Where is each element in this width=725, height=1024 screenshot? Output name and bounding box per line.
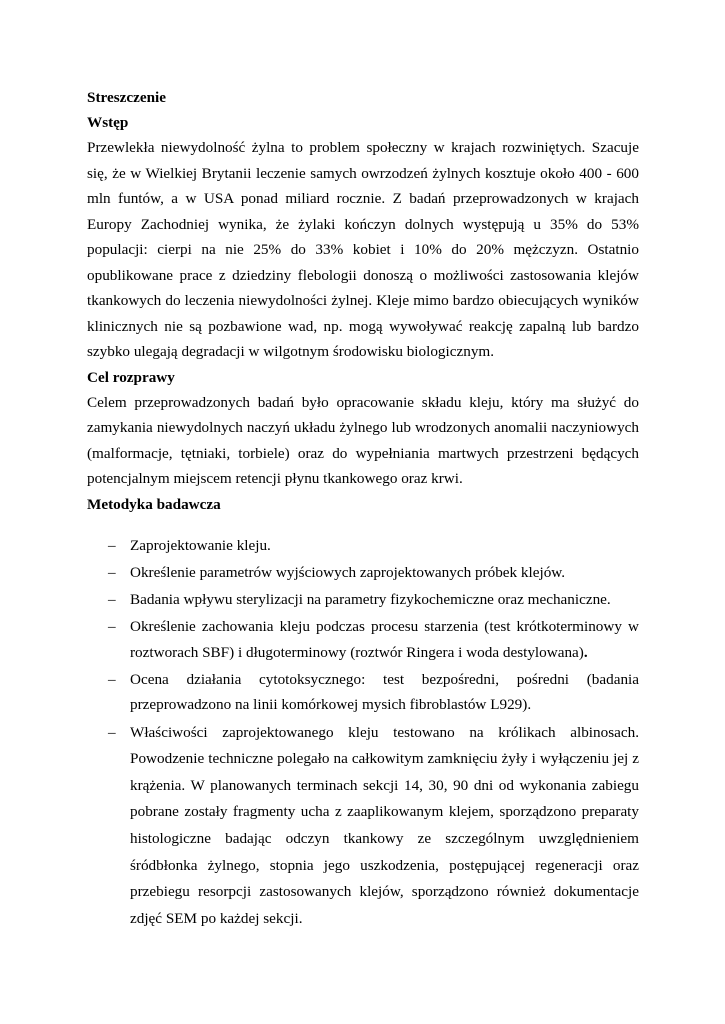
list-item (87, 614, 639, 666)
summary-title: Streszczenie (87, 89, 166, 106)
list-item-text: Zaprojektowanie kleju. (130, 536, 271, 554)
intro-heading: Wstęp (87, 114, 129, 131)
methods-heading: Metodyka badawcza (87, 495, 221, 513)
list-item (87, 560, 639, 586)
document-page (87, 85, 639, 934)
aim-paragraph: Celem przeprowadzonych badań było opracowanie składu kleju, który ma służyć do zamykania niewydolnych naczyń układu żylnego lub wrodzonych anomalii naczyniowych (malformacje, tętniaki, torbiele) oraz do wypełniania martwych przestrzeni będących potencjalnym miejscem retencji płynu tkankowego oraz krwi. (87, 393, 639, 487)
dash-bullet: – (108, 723, 116, 741)
list-item (87, 533, 639, 559)
list-item-text: Właściwości zaprojektowanego kleju testowano na królikach albinosach. Powodzenie techniczne polegało na całkowitym zamknięciu żyły i wyłączeniu jej z krążenia. W planowanych terminach sekcji 14, 30, 90 dni od wykonania zabiegu pobrane zostały fragmenty ucha z zaaplikowanym klejem, sporządzono preparaty histologiczne badając odczyn tkankowy ze szczególnym uwzględnieniem śródbłonka żylnego, stopnia jego uszkodzenia, postępującej regeneracji oraz przebiegu resorpcji zastosowanych klejów, sporządzono również dokumentacje zdjęć SEM po każdej sekcji. (130, 723, 639, 927)
list-item-text: Ocena działania cytotoksycznego: test bezpośredni, pośredni (badania przeprowadzono na linii komórkowej mysich fibroblastów L929). (130, 670, 639, 714)
dash-bullet: – (108, 563, 116, 581)
list-item-text: Określenie parametrów wyjściowych zaprojektowanych próbek klejów. (130, 563, 566, 581)
dash-bullet: – (108, 590, 116, 608)
list-item (87, 667, 639, 719)
bold-period: . (583, 643, 588, 661)
aim-heading: Cel rozprawy (87, 368, 175, 386)
list-item-text: Określenie zachowania kleju podczas procesu starzenia (test krótkoterminowy w roztworach SBF) i długoterminowy (roztwór Ringera i woda destylowana) (130, 617, 639, 661)
list-item (87, 587, 639, 613)
methods-list (87, 533, 639, 933)
intro-paragraph: Przewlekła niewydolność żylna to problem społeczny w krajach rozwiniętych. Szacuje się, że w Wielkiej Brytanii leczenie samych owrzodzeń żylnych kosztuje około 400 - 600 mln funtów, a w USA ponad miliard rocznie. Z badań przeprowadzonych w krajach Europy Zachodniej wynika, że żylaki kończyn dolnych występują u 35% do 53% populacji: cierpi na nie 25% do 33% kobiet i 10% do 20% mężczyzn. Ostatnio opublikowane prace z dziedziny flebologii donoszą o możliwości zastosowania klejów tkankowych do leczenia niewydolności żylnej. Kleje mimo bardzo obiecujących wyników klinicznych nie są pozbawione wad, np. mogą wywoływać reakcję zapalną lub bardzo szybko ulegają degradacji w wilgotnym środowisku biologicznym. (87, 139, 639, 360)
dash-bullet: – (108, 617, 116, 635)
dash-bullet: – (108, 670, 116, 688)
list-item-text: Badania wpływu sterylizacji na parametry fizykochemiczne oraz mechaniczne. (130, 590, 611, 608)
dash-bullet: – (108, 536, 116, 554)
list-item (87, 720, 639, 933)
